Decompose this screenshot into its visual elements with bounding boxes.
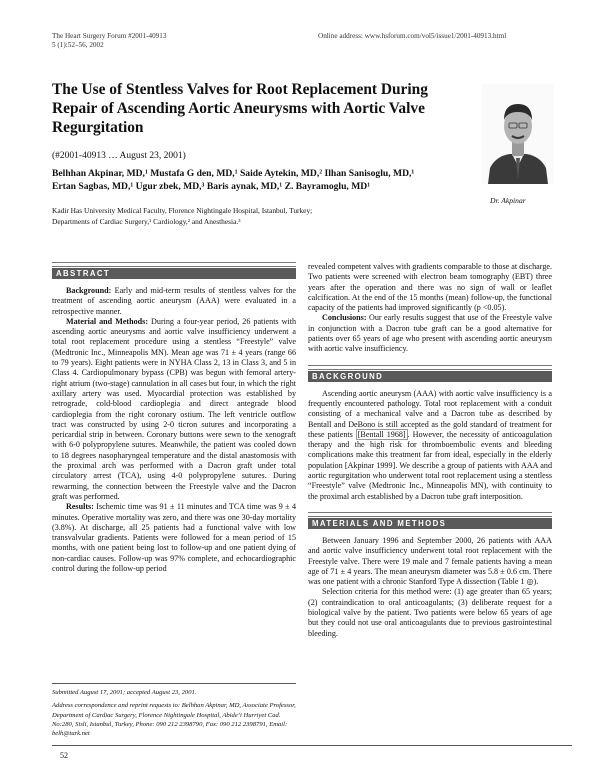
author-photo [482,84,554,184]
abstract-results [52,502,296,574]
methods-paragraph-2: Selection criteria for this method were: (1) age greater than 65 years; (2) contraindication to oral anticoagulants; (3) deliberate request for a biological valve by the patient. Two patients were below 65 years of age but they could not use oral anticoagulants due to previous gastrointestinal bleeding. [308,587,552,638]
footnote [52,688,296,738]
affiliation-line-2: Departments of Cardiac Surgery,¹ Cardiology,² and Anesthesia.³ [52,216,241,226]
abstract-background [52,286,296,317]
submission-dates: Submitted August 17, 2001; accepted August 23, 2001. [52,689,197,696]
background-body [308,389,552,502]
abstract-conclusions [308,313,552,354]
volume-info: 5 (1):52–56, 2002 [52,41,104,49]
left-column [52,262,296,574]
journal-name: The Heart Surgery Forum #2001-40913 [52,32,167,40]
abstract-results-text: Ischemic time was 91 ± 11 minutes and TCA time was 9 ± 4 minutes. Operative mortality was zero, and there was one 30-day mortality (3.8%). At discharge, all 25 patients had a functional valve with low transvalvular gradients. Patients were followed for a mean period of 15 months, with one patient being lost to follow-up and one patient dying of non-cardiac causes. Follow-up was 97% complete, and echocardiographic control during the follow-up period [52,502,296,574]
affiliation [52,206,482,227]
abstract-methods-label: Material and Methods: [66,316,149,326]
background-heading: BACKGROUND [308,371,552,382]
authors-line-1: Belhhan Akpinar, MD,¹ Mustafa G den, MD,¹ Saide Aytekin, MD,² Ilhan Sanisoglu, MD,¹ [52,168,415,179]
article-title: The Use of Stentless Valves for Root Replacement During Repair of Ascending Aortic Aneurysms with Aortic Valve Regurgitation [52,81,428,136]
correspondence-address: Address correspondence and reprint requests to: Belhhan Akpinar, MD, Associate Professor, Department of Cardiac Surgery, Florence Nightingale Hospital, Abide’i Hurriyet Cad. No:280, Sisli, Istanbul, Turkey, Phone: 090 212 2398790, Fax: 090 212 2398791, Email: belh@turk.net [52,702,296,738]
page-number: 52 [60,751,68,760]
background-paragraph [308,389,552,502]
abstract-results-label: Results: [66,502,94,512]
photo-caption: Dr. Akpinar [490,196,526,205]
authors-line-2: Ertan Sagbas, MD,¹ Ugur zbek, MD,³ Baris aynak, MD,¹ Z. Bayramoglu, MD¹ [52,181,371,192]
abstract-methods [52,317,296,502]
methods-paragraph-1: Between January 1996 and September 2000, 26 patients with AAA and aortic valve insufficiency underwent total root replacement with the Freestyle valve. There were 19 male and 7 female patients having a mean age of 71 ± 4 years. The mean aneurysm diameter was 5.8 ± 0.6 cm. There was one patient with a chronic Stanford Type A dissection (Table 1 ◎). [308,535,552,587]
page-bottom-rule [52,745,572,746]
abstract-continuation [308,262,552,355]
abstract-rule [52,262,296,267]
methods-heading: MATERIALS AND METHODS [308,518,552,529]
right-column [308,262,552,639]
abstract-background-text: Early and mid-term results of stentless valves for the treatment of ascending aortic aneurysm (AAA) were evaluated in a retrospective manner. [52,286,296,316]
background-text-a: Ascending aortic aneurysm (AAA) with aortic valve insufficiency is a frequently encountered pathology. Total root replacement with a conduit consisting of a mechanical valve and a Dacron tube as described by Bentall and DeBono is still accepted as the gold standard of treatment for these patients [308,388,552,439]
background-rule [308,365,552,370]
abstract-conclusions-text: Our early results suggest that use of the Freestyle valve in conjunction with a Dacron tube graft can be a good alternative for patients over 65 years of age who present with ascending aortic aneurysm with aortic valve insufficiency. [308,313,552,354]
background-text-b: . However, the necessity of anticoagulation therapy and the high risk for thromboembolic events and bleeding complications make this treatment far from ideal, especially in the elderly population [Akpinar 1999]. We describe a group of patients with AAA and aortic regurgitation who underwent total root replacement using a stentless “Freestyle” valve (Medtronic Inc., Minneapolis MN), with continuity to the proximal arch established by a Dacron tube graft interposition. [308,429,552,501]
bentall-citation-link[interactable]: [Bentall 1968] [357,429,406,439]
abstract-background-label: Background: [66,286,112,295]
abstract-conclusions-label: Conclusions: [322,313,367,323]
online-address[interactable]: Online address: www.hsforum.com/vol5/issue1/2001-40913.html [318,32,507,40]
methods-rule [308,512,552,517]
footnote-divider [52,683,296,684]
abstract-heading: ABSTRACT [52,268,296,279]
author-portrait-image [482,84,554,184]
article-id-line: (#2001-40913 … August 23, 2001) [52,151,186,161]
author-list [52,167,482,193]
methods-body [308,536,552,639]
abstract-results-cont: revealed competent valves with gradients comparable to those at discharge. Two patients were screened with electron beam tomography (EBT) three years after the operation and there was no sign of wall or leaflet calcification. At the end of the 15 months (mean) follow-up, the functional capacity of the patients had improved significantly (p <0.05). [308,262,552,313]
affiliation-line-1: Kadir Has University Medical Faculty, Florence Nightingale Hospital, Istanbul, Turkey; [52,206,313,215]
abstract-body [52,286,296,574]
abstract-methods-text: During a four-year period, 26 patients with ascending aortic aneurysms and aortic valve insufficiency underwent a total root replacement procedure using a stentless “Freestyle” valve (Medtronic Inc., Minneapolis MN). Mean age was 71 ± 4 years (range 66 to 79 years). Eight patients were in NYHA Class 2, 13 in Class 3, and 5 in Class 4. Cardiopulmonary bypass (CPB) was begun with femoral artery-right atrium (two-stage) cannulation in all cases but four, in which the right axillary artery was used. Myocardial protection was established by retrograde, cold-blood cardioplegia and direct antegrade blood cardioplegia from the right coronary ostium. The left ventricle outflow tract was constructed by using 2-0 ticron sutures and incorporating a pericardial strip in between. Coronary buttons were sewn to the xenograft with 6-0 polypropylene sutures. Meanwhile, the patient was cooled down to 18 degrees nasopharyngeal temperature and the distal anastomosis with the proximal arch was performed with a Dacron graft under total circulatory arrest (TCA), using 4-0 polypropylene sutures. During rewarming, the connection between the Freestyle valve and the Dacron graft was performed. [52,316,296,501]
